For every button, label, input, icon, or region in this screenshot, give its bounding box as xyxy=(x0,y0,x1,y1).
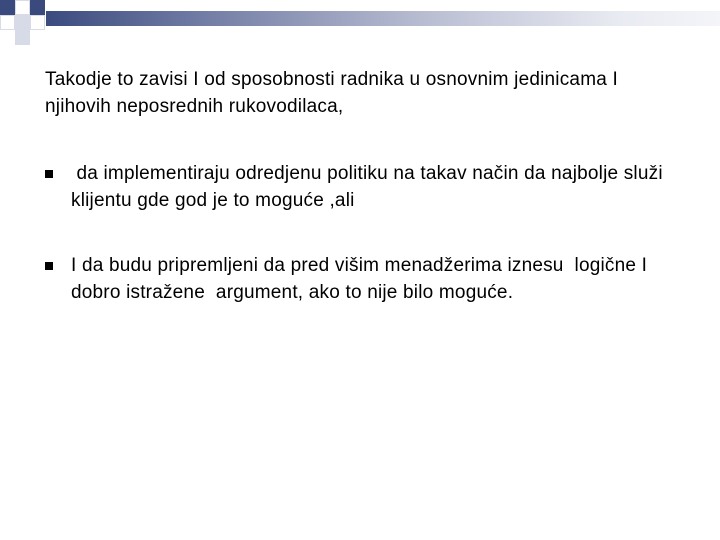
decor-square xyxy=(15,30,30,45)
decor-square xyxy=(15,15,30,30)
bullet-item xyxy=(45,252,685,306)
square-bullet-icon xyxy=(45,262,53,270)
bullet-text: I da budu pripremljeni da pred višim menadžerima iznesu logične I dobro istražene argument, ako to nije bilo moguće. xyxy=(71,255,653,303)
header-decoration xyxy=(0,0,720,45)
header-gradient-band xyxy=(46,11,720,26)
decor-square xyxy=(0,15,15,30)
decor-square xyxy=(15,0,30,15)
decor-square xyxy=(30,0,45,15)
bullet-item xyxy=(45,160,685,214)
bullet-text: da implementiraju odredjenu politiku na takav način da najbolje služi klijentu gde god je to moguće ,ali xyxy=(71,163,669,211)
square-bullet-icon xyxy=(45,170,53,178)
intro-paragraph: Takodje to zavisi I od sposobnosti radnika u osnovnim jedinicama I njihovih neposrednih rukovodilaca, xyxy=(45,69,618,117)
bullet-list xyxy=(45,160,685,306)
decor-square xyxy=(0,0,15,15)
decor-square xyxy=(30,15,45,30)
